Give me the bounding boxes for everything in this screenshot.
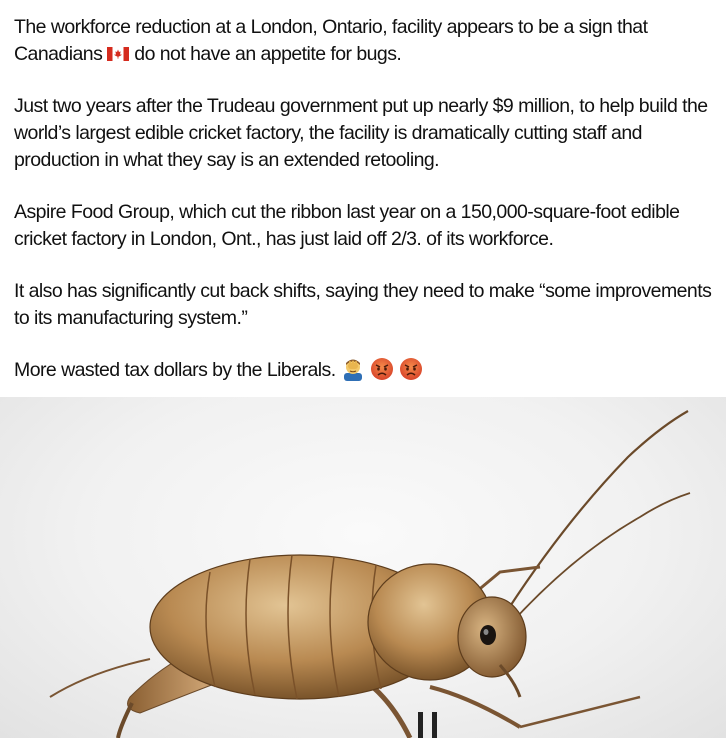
canada-flag-icon bbox=[107, 47, 129, 61]
angry-face-emoji-icon bbox=[399, 357, 423, 381]
paragraph-5-text: More wasted tax dollars by the Liberals. bbox=[14, 359, 336, 381]
cricket-illustration bbox=[0, 397, 726, 738]
paragraph-1-text: The workforce reduction at a London, Ontario, facility appears to be a sign that Canadians bbox=[14, 16, 648, 65]
post-text bbox=[14, 14, 714, 384]
paragraph-2: Just two years after the Trudeau government put up nearly $9 million, to help build the world’s largest edible cricket factory, the facility is dramatically cutting staff and production in what they say is an extended retooling. bbox=[14, 95, 708, 171]
paragraph-1-text-end: do not have an appetite for bugs. bbox=[134, 43, 402, 65]
paragraph-4: It also has significantly cut back shifts, saying they need to make “some improvements to its manufacturing system.” bbox=[14, 280, 712, 329]
paragraph-5 bbox=[14, 357, 714, 384]
paragraph-3: Aspire Food Group, which cut the ribbon last year on a 150,000-square-foot edible cricket factory in London, Ont., has just laid off 2/3. of its workforce. bbox=[14, 201, 680, 250]
paragraph-1 bbox=[14, 14, 714, 68]
facepalm-emoji-icon bbox=[341, 357, 365, 381]
angry-face-emoji-icon bbox=[370, 357, 394, 381]
cricket-photo bbox=[0, 397, 726, 738]
